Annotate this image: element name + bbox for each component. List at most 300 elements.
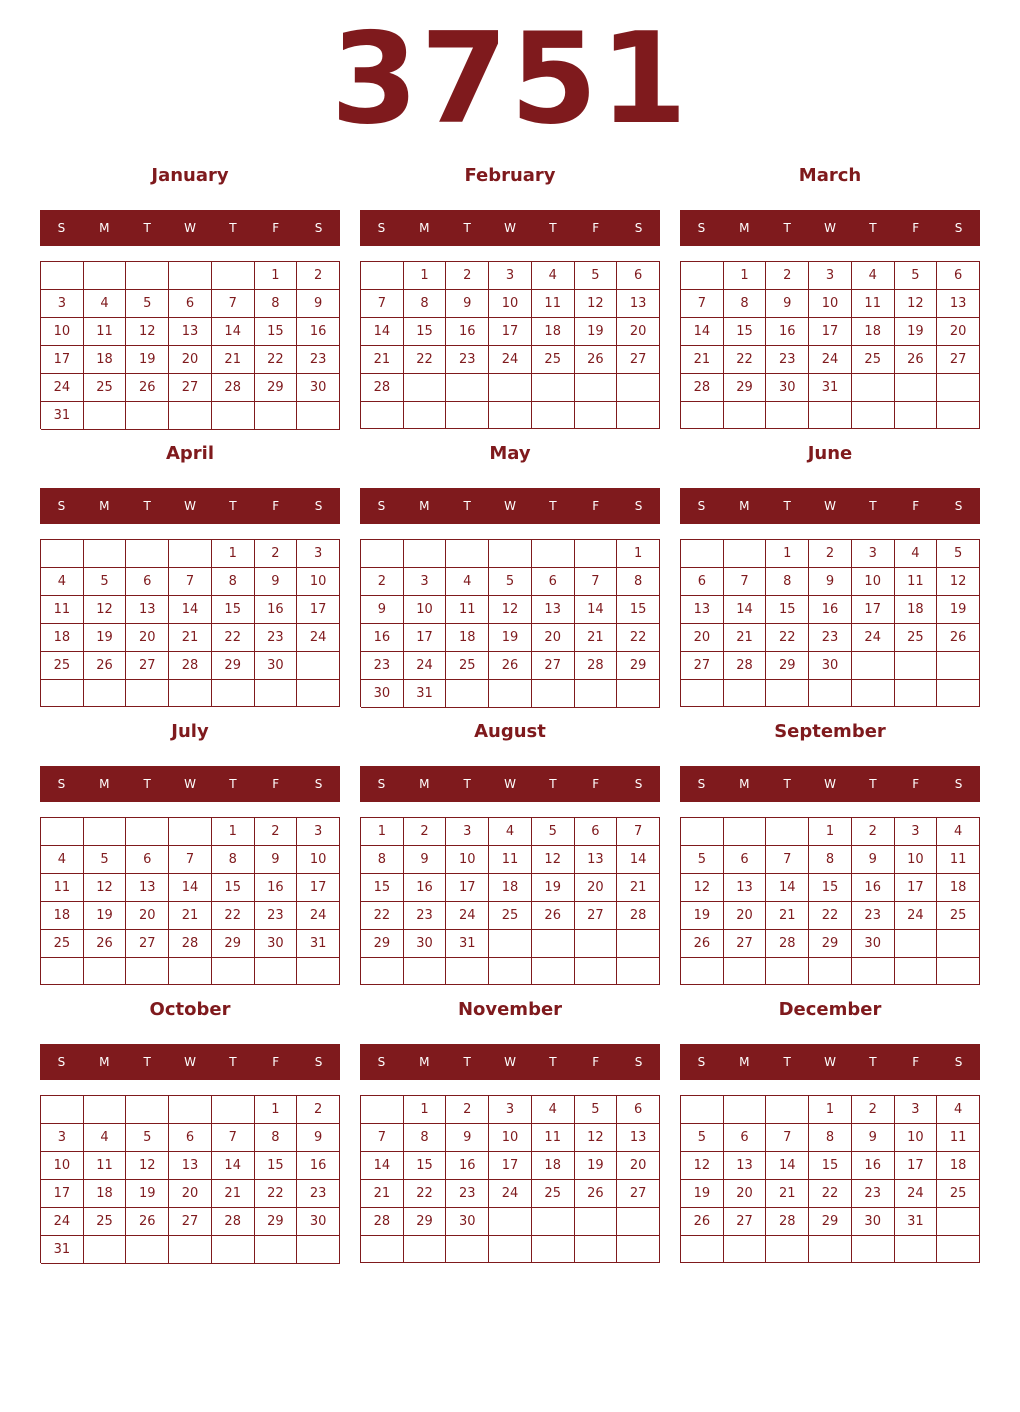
weekday-label: S bbox=[57, 1055, 66, 1069]
month-title: July bbox=[171, 721, 209, 742]
day-cell: 8 bbox=[809, 1124, 852, 1152]
day-cell bbox=[361, 1096, 404, 1124]
weekday-header bbox=[40, 1044, 340, 1080]
day-cell: 29 bbox=[766, 652, 809, 680]
day-cell: 28 bbox=[575, 652, 618, 680]
day-cell: 14 bbox=[766, 1152, 809, 1180]
day-cell: 6 bbox=[169, 290, 212, 318]
weekday-label: S bbox=[57, 777, 66, 791]
day-cell: 3 bbox=[895, 818, 938, 846]
day-cell: 19 bbox=[575, 318, 618, 346]
day-cell: 2 bbox=[766, 262, 809, 290]
day-cell bbox=[575, 1208, 618, 1236]
day-cell bbox=[532, 1236, 575, 1263]
day-cell: 5 bbox=[84, 846, 127, 874]
day-cell: 22 bbox=[361, 902, 404, 930]
day-cell: 31 bbox=[41, 402, 84, 430]
day-cell bbox=[361, 262, 404, 290]
day-cell: 21 bbox=[724, 624, 767, 652]
weekday-label: W bbox=[184, 777, 196, 791]
weekday-label: T bbox=[869, 499, 877, 513]
weekday-label: F bbox=[272, 777, 280, 791]
day-cell: 18 bbox=[489, 874, 532, 902]
day-cell: 17 bbox=[404, 624, 447, 652]
day-cell: 20 bbox=[169, 346, 212, 374]
day-cell: 18 bbox=[532, 1152, 575, 1180]
day-cell: 24 bbox=[446, 902, 489, 930]
day-cell: 23 bbox=[361, 652, 404, 680]
day-cell: 19 bbox=[681, 902, 724, 930]
day-cell: 18 bbox=[895, 596, 938, 624]
weekday-label: S bbox=[697, 777, 706, 791]
day-cell: 15 bbox=[617, 596, 660, 624]
day-cell: 3 bbox=[852, 540, 895, 568]
day-cell: 4 bbox=[532, 262, 575, 290]
day-cell: 7 bbox=[724, 568, 767, 596]
day-cell: 15 bbox=[809, 874, 852, 902]
day-cell: 2 bbox=[404, 818, 447, 846]
day-cell bbox=[489, 680, 532, 708]
day-cell: 16 bbox=[255, 596, 298, 624]
weekday-label: S bbox=[634, 1055, 643, 1069]
day-cell: 28 bbox=[212, 1208, 255, 1236]
day-cell: 29 bbox=[617, 652, 660, 680]
day-cell: 8 bbox=[766, 568, 809, 596]
day-cell bbox=[532, 374, 575, 402]
day-cell: 18 bbox=[84, 1180, 127, 1208]
day-cell: 11 bbox=[84, 1152, 127, 1180]
day-cell: 21 bbox=[212, 1180, 255, 1208]
day-cell: 17 bbox=[297, 596, 340, 624]
day-cell bbox=[852, 958, 895, 985]
day-cell: 5 bbox=[126, 1124, 169, 1152]
day-cell: 15 bbox=[766, 596, 809, 624]
day-cell: 2 bbox=[809, 540, 852, 568]
day-cell bbox=[212, 680, 255, 707]
day-cell: 6 bbox=[532, 568, 575, 596]
day-cell: 1 bbox=[212, 818, 255, 846]
day-cell: 11 bbox=[937, 1124, 980, 1152]
month-title: November bbox=[457, 999, 563, 1020]
day-cell: 30 bbox=[852, 930, 895, 958]
weekday-label: M bbox=[99, 221, 110, 235]
weekday-label: M bbox=[419, 777, 430, 791]
day-cell: 8 bbox=[617, 568, 660, 596]
day-cell: 20 bbox=[575, 874, 618, 902]
day-cell: 10 bbox=[404, 596, 447, 624]
weekday-label: S bbox=[697, 1055, 706, 1069]
day-cell bbox=[617, 680, 660, 708]
day-cell: 6 bbox=[169, 1124, 212, 1152]
weekday-label: W bbox=[824, 221, 836, 235]
day-cell: 13 bbox=[681, 596, 724, 624]
weekday-label: M bbox=[99, 499, 110, 513]
day-cell: 26 bbox=[532, 902, 575, 930]
day-cell: 3 bbox=[895, 1096, 938, 1124]
day-cell bbox=[84, 540, 127, 568]
day-cell: 11 bbox=[532, 290, 575, 318]
day-cell: 7 bbox=[617, 818, 660, 846]
day-cell: 21 bbox=[681, 346, 724, 374]
weekday-header bbox=[680, 488, 980, 524]
day-cell: 8 bbox=[361, 846, 404, 874]
day-cell bbox=[489, 402, 532, 429]
day-cell: 24 bbox=[41, 1208, 84, 1236]
day-cell bbox=[532, 930, 575, 958]
day-cell: 14 bbox=[361, 318, 404, 346]
day-cell: 1 bbox=[212, 540, 255, 568]
day-cell: 18 bbox=[937, 1152, 980, 1180]
day-cell: 16 bbox=[446, 1152, 489, 1180]
day-cell bbox=[297, 402, 340, 430]
weekday-label: F bbox=[912, 777, 920, 791]
day-cell: 27 bbox=[724, 930, 767, 958]
day-cell: 16 bbox=[809, 596, 852, 624]
weekday-label: F bbox=[272, 221, 280, 235]
day-cell: 26 bbox=[575, 1180, 618, 1208]
weekday-header bbox=[40, 766, 340, 802]
day-cell: 1 bbox=[255, 262, 298, 290]
day-cell: 7 bbox=[361, 290, 404, 318]
day-cell: 13 bbox=[617, 290, 660, 318]
day-cell: 29 bbox=[809, 930, 852, 958]
day-cell: 14 bbox=[575, 596, 618, 624]
day-cell: 12 bbox=[126, 1152, 169, 1180]
day-cell: 18 bbox=[41, 902, 84, 930]
day-cell: 4 bbox=[84, 290, 127, 318]
weekday-label: S bbox=[314, 221, 323, 235]
day-cell: 29 bbox=[404, 1208, 447, 1236]
day-cell: 15 bbox=[724, 318, 767, 346]
day-cell bbox=[489, 374, 532, 402]
day-cell: 5 bbox=[575, 1096, 618, 1124]
weekday-label: M bbox=[419, 221, 430, 235]
day-cell bbox=[361, 958, 404, 985]
day-cell: 13 bbox=[937, 290, 980, 318]
weekday-label: M bbox=[99, 777, 110, 791]
month-title: January bbox=[151, 165, 229, 186]
day-cell: 16 bbox=[297, 1152, 340, 1180]
day-cell bbox=[84, 1096, 127, 1124]
day-grid bbox=[680, 1095, 980, 1263]
day-cell: 4 bbox=[41, 568, 84, 596]
day-cell bbox=[724, 680, 767, 707]
day-cell: 9 bbox=[404, 846, 447, 874]
day-cell: 18 bbox=[41, 624, 84, 652]
weekday-label: T bbox=[229, 777, 237, 791]
day-cell bbox=[937, 680, 980, 707]
day-cell: 2 bbox=[446, 262, 489, 290]
day-cell: 9 bbox=[766, 290, 809, 318]
day-cell: 26 bbox=[895, 346, 938, 374]
weekday-header bbox=[680, 210, 980, 246]
day-cell: 14 bbox=[169, 874, 212, 902]
day-cell: 30 bbox=[255, 652, 298, 680]
day-cell: 6 bbox=[617, 1096, 660, 1124]
day-cell: 14 bbox=[361, 1152, 404, 1180]
day-cell bbox=[575, 1236, 618, 1263]
weekday-label: S bbox=[314, 499, 323, 513]
day-cell bbox=[895, 1236, 938, 1263]
day-cell bbox=[575, 540, 618, 568]
day-cell: 4 bbox=[489, 818, 532, 846]
day-cell: 11 bbox=[446, 596, 489, 624]
weekday-label: F bbox=[912, 499, 920, 513]
day-cell: 19 bbox=[575, 1152, 618, 1180]
day-cell: 26 bbox=[681, 1208, 724, 1236]
day-cell: 31 bbox=[446, 930, 489, 958]
day-cell bbox=[852, 374, 895, 402]
day-cell: 19 bbox=[126, 1180, 169, 1208]
day-cell bbox=[361, 402, 404, 429]
day-cell bbox=[681, 818, 724, 846]
day-cell bbox=[766, 1096, 809, 1124]
day-cell bbox=[681, 262, 724, 290]
day-grid bbox=[360, 539, 660, 707]
day-cell bbox=[895, 958, 938, 985]
day-cell: 11 bbox=[489, 846, 532, 874]
day-cell: 12 bbox=[895, 290, 938, 318]
weekday-label: F bbox=[592, 777, 600, 791]
weekday-label: T bbox=[463, 1055, 471, 1069]
weekday-label: S bbox=[377, 221, 386, 235]
day-cell: 31 bbox=[41, 1236, 84, 1264]
day-cell bbox=[41, 680, 84, 707]
day-cell bbox=[404, 958, 447, 985]
day-cell bbox=[766, 818, 809, 846]
day-cell: 27 bbox=[532, 652, 575, 680]
day-cell: 11 bbox=[937, 846, 980, 874]
weekday-label: W bbox=[504, 1055, 516, 1069]
weekday-label: F bbox=[272, 1055, 280, 1069]
day-cell: 3 bbox=[489, 1096, 532, 1124]
day-cell: 5 bbox=[575, 262, 618, 290]
weekday-label: M bbox=[739, 221, 750, 235]
day-cell: 13 bbox=[724, 874, 767, 902]
weekday-label: T bbox=[463, 499, 471, 513]
weekday-label: W bbox=[824, 499, 836, 513]
day-cell: 17 bbox=[895, 1152, 938, 1180]
day-cell: 13 bbox=[617, 1124, 660, 1152]
weekday-label: T bbox=[783, 221, 791, 235]
day-cell bbox=[212, 1236, 255, 1264]
day-cell: 4 bbox=[852, 262, 895, 290]
day-cell: 21 bbox=[617, 874, 660, 902]
day-cell bbox=[169, 818, 212, 846]
month-title: March bbox=[798, 165, 862, 186]
day-cell: 4 bbox=[937, 818, 980, 846]
day-cell: 20 bbox=[169, 1180, 212, 1208]
weekday-label: S bbox=[57, 499, 66, 513]
day-cell: 8 bbox=[809, 846, 852, 874]
weekday-label: T bbox=[229, 1055, 237, 1069]
day-cell bbox=[446, 680, 489, 708]
day-cell: 7 bbox=[212, 1124, 255, 1152]
day-cell: 6 bbox=[126, 568, 169, 596]
day-cell bbox=[852, 402, 895, 429]
weekday-label: W bbox=[504, 499, 516, 513]
day-cell bbox=[446, 958, 489, 985]
day-cell bbox=[169, 958, 212, 985]
day-cell: 19 bbox=[681, 1180, 724, 1208]
day-cell: 24 bbox=[404, 652, 447, 680]
day-cell: 28 bbox=[617, 902, 660, 930]
day-cell: 22 bbox=[809, 902, 852, 930]
day-cell: 21 bbox=[361, 1180, 404, 1208]
day-cell: 29 bbox=[255, 1208, 298, 1236]
day-cell: 24 bbox=[809, 346, 852, 374]
day-cell: 3 bbox=[446, 818, 489, 846]
month-title: February bbox=[464, 165, 556, 186]
day-cell: 25 bbox=[41, 652, 84, 680]
day-cell: 27 bbox=[617, 1180, 660, 1208]
day-cell: 12 bbox=[681, 1152, 724, 1180]
day-cell: 2 bbox=[852, 818, 895, 846]
day-cell: 20 bbox=[681, 624, 724, 652]
day-cell: 23 bbox=[446, 346, 489, 374]
weekday-label: S bbox=[634, 221, 643, 235]
weekday-label: S bbox=[954, 499, 963, 513]
day-cell: 15 bbox=[404, 318, 447, 346]
month-title: September bbox=[774, 721, 886, 742]
day-cell: 29 bbox=[212, 652, 255, 680]
weekday-label: S bbox=[634, 777, 643, 791]
day-cell bbox=[446, 374, 489, 402]
weekday-label: F bbox=[592, 1055, 600, 1069]
day-cell: 10 bbox=[852, 568, 895, 596]
day-cell bbox=[169, 680, 212, 707]
day-cell: 3 bbox=[297, 540, 340, 568]
day-grid bbox=[360, 1095, 660, 1263]
day-cell: 12 bbox=[489, 596, 532, 624]
day-cell: 18 bbox=[852, 318, 895, 346]
day-cell: 31 bbox=[895, 1208, 938, 1236]
day-cell: 20 bbox=[532, 624, 575, 652]
day-cell bbox=[724, 1236, 767, 1263]
day-cell: 7 bbox=[575, 568, 618, 596]
day-cell bbox=[766, 402, 809, 429]
day-cell: 1 bbox=[809, 818, 852, 846]
weekday-label: W bbox=[504, 221, 516, 235]
day-cell: 27 bbox=[937, 346, 980, 374]
day-cell: 27 bbox=[617, 346, 660, 374]
weekday-label: M bbox=[739, 777, 750, 791]
weekday-label: T bbox=[783, 499, 791, 513]
day-cell: 25 bbox=[852, 346, 895, 374]
day-cell: 26 bbox=[84, 652, 127, 680]
day-cell: 16 bbox=[404, 874, 447, 902]
day-cell: 10 bbox=[297, 568, 340, 596]
day-cell: 12 bbox=[575, 290, 618, 318]
day-cell bbox=[489, 930, 532, 958]
month-title: August bbox=[474, 721, 546, 742]
day-cell bbox=[617, 402, 660, 429]
weekday-label: W bbox=[184, 499, 196, 513]
day-cell: 1 bbox=[255, 1096, 298, 1124]
day-cell: 9 bbox=[255, 568, 298, 596]
weekday-label: F bbox=[592, 499, 600, 513]
day-cell: 10 bbox=[895, 1124, 938, 1152]
day-cell bbox=[895, 374, 938, 402]
day-cell: 22 bbox=[404, 346, 447, 374]
weekday-label: T bbox=[549, 221, 557, 235]
day-cell: 10 bbox=[809, 290, 852, 318]
day-cell: 9 bbox=[361, 596, 404, 624]
day-cell: 9 bbox=[297, 290, 340, 318]
day-cell: 26 bbox=[681, 930, 724, 958]
day-cell bbox=[724, 1096, 767, 1124]
day-cell: 4 bbox=[895, 540, 938, 568]
weekday-label: T bbox=[229, 499, 237, 513]
day-cell: 17 bbox=[446, 874, 489, 902]
day-cell: 19 bbox=[895, 318, 938, 346]
day-cell: 11 bbox=[532, 1124, 575, 1152]
day-cell: 5 bbox=[937, 540, 980, 568]
day-cell bbox=[532, 540, 575, 568]
weekday-label: M bbox=[99, 1055, 110, 1069]
day-cell bbox=[212, 402, 255, 430]
weekday-header bbox=[40, 488, 340, 524]
day-cell: 13 bbox=[169, 318, 212, 346]
day-cell bbox=[575, 402, 618, 429]
day-cell: 19 bbox=[84, 624, 127, 652]
day-cell: 16 bbox=[852, 1152, 895, 1180]
day-cell: 28 bbox=[361, 1208, 404, 1236]
day-grid bbox=[360, 261, 660, 429]
day-cell: 1 bbox=[404, 1096, 447, 1124]
weekday-label: S bbox=[697, 499, 706, 513]
day-cell: 13 bbox=[126, 596, 169, 624]
day-cell: 17 bbox=[489, 318, 532, 346]
day-cell: 5 bbox=[84, 568, 127, 596]
day-cell: 5 bbox=[681, 846, 724, 874]
day-cell: 3 bbox=[489, 262, 532, 290]
day-cell bbox=[446, 402, 489, 429]
weekday-label: S bbox=[377, 499, 386, 513]
weekday-label: T bbox=[143, 221, 151, 235]
day-cell: 29 bbox=[724, 374, 767, 402]
day-cell: 30 bbox=[361, 680, 404, 708]
day-cell: 10 bbox=[489, 290, 532, 318]
day-cell: 19 bbox=[937, 596, 980, 624]
day-cell: 14 bbox=[766, 874, 809, 902]
day-cell bbox=[212, 958, 255, 985]
day-cell: 7 bbox=[169, 568, 212, 596]
weekday-label: F bbox=[272, 499, 280, 513]
day-cell: 26 bbox=[126, 374, 169, 402]
day-cell: 1 bbox=[361, 818, 404, 846]
day-cell: 20 bbox=[724, 902, 767, 930]
day-cell: 1 bbox=[724, 262, 767, 290]
day-cell bbox=[852, 652, 895, 680]
day-cell: 7 bbox=[212, 290, 255, 318]
day-cell: 13 bbox=[532, 596, 575, 624]
day-cell: 4 bbox=[41, 846, 84, 874]
weekday-header bbox=[360, 210, 660, 246]
day-cell: 20 bbox=[126, 902, 169, 930]
day-cell bbox=[41, 540, 84, 568]
day-cell bbox=[809, 958, 852, 985]
day-cell: 24 bbox=[895, 1180, 938, 1208]
day-cell: 26 bbox=[84, 930, 127, 958]
day-cell bbox=[766, 1236, 809, 1263]
day-cell bbox=[895, 930, 938, 958]
day-cell: 30 bbox=[297, 1208, 340, 1236]
day-cell bbox=[575, 374, 618, 402]
weekday-label: S bbox=[57, 221, 66, 235]
weekday-label: M bbox=[739, 1055, 750, 1069]
day-cell: 6 bbox=[937, 262, 980, 290]
